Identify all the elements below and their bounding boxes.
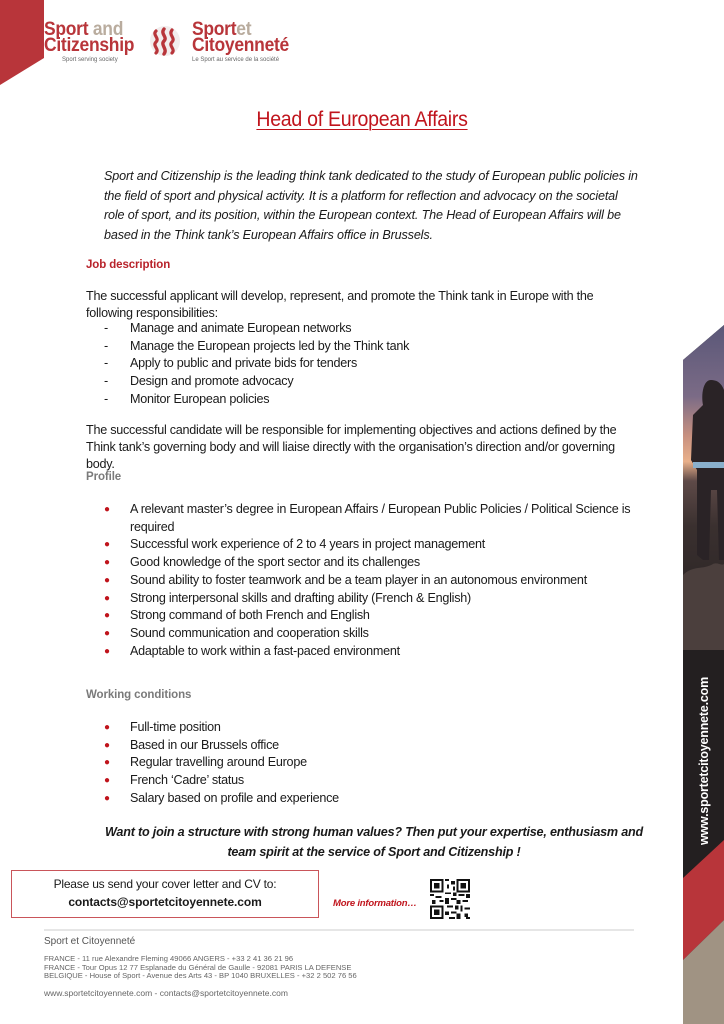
footer-divider [44,929,634,931]
working-conditions-heading: Working conditions [86,689,192,701]
footer-addresses [44,955,357,981]
logo-fr-word-et: et [236,19,252,40]
logo-en-word-and: and [92,19,124,40]
corner-decoration [0,0,44,85]
side-strip-url: www.sportetcitoyennete.com [697,677,711,845]
list-item: ● French ‘Cadre’ status [86,772,646,790]
footer-web-contacts[interactable]: www.sportetcitoyennete.com - contacts@sportetcitoyennete.com [44,988,288,998]
bullet-icon: ● [104,539,110,551]
footer-org-name: Sport et Citoyenneté [44,936,136,947]
bullet-icon: ● [104,504,110,515]
list-item: ● Regular travelling around Europe [86,754,646,772]
contact-box [11,870,319,918]
list-item: ● Full-time position [86,719,646,737]
logo-en-word-sport: Sport [44,19,89,40]
list-item: - Monitor European policies [86,391,646,409]
job-description-lead: The successful applicant will develop, represent, and promote the Think tank in Europe with the following responsibilities: [86,289,594,320]
logo-en-tagline: Sport serving society [62,57,118,63]
logo-fr-tagline: Le Sport au service de la société [192,57,280,63]
footer-address-line: FRANCE - Tour Opus 12 77 Esplanade du Général de Gaulle - 92081 PARIS LA DEFENSE [44,962,352,972]
dash-bullet-icon: - [104,321,108,335]
responsibilities-list [86,320,646,409]
list-item: ● A relevant master’s degree in European Affairs / European Public Policies / Political Science is required [104,502,631,534]
bullet-icon: ● [104,557,110,569]
bullet-icon: ● [104,592,110,604]
list-item: - Apply to public and private bids for tenders [86,355,646,373]
job-description-closing: The successful candidate will be responsible for implementing objectives and actions defined by the Think tank’s governing body and will liaise directly with the organisation’s direction and/or governing body. [86,423,617,471]
profile-list [86,501,646,660]
bullet-icon: ● [104,757,110,769]
list-item: ● Sound communication and cooperation skills [86,625,646,643]
dash-bullet-icon: - [104,374,108,389]
logo-fr-word-citoyennete: Citoyenneté [192,35,290,56]
list-item: ● Strong command of both French and English [86,607,646,625]
list-item: ● Sound ability to foster teamwork and be a team player in an autonomous environment [86,572,646,590]
bullet-icon: ● [104,645,110,657]
contact-email-link[interactable]: contacts@sportetcitoyennete.com [68,895,262,909]
qr-code-icon[interactable] [430,879,470,919]
bullet-icon: ● [104,739,110,751]
list-item: ● Good knowledge of the sport sector and its challenges [86,554,646,572]
list-item: ● Salary based on profile and experience [86,790,646,808]
list-item: - Manage and animate European networks [86,320,646,338]
logo-english [44,19,142,63]
bullet-icon: ● [104,722,110,733]
bullet-icon: ● [104,775,110,787]
list-item: ● Adaptable to work within a fast-paced environment [86,643,646,661]
list-item: ● Based in our Brussels office [86,737,646,755]
more-information-link[interactable]: More information… [333,898,417,909]
dash-bullet-icon: - [104,338,108,353]
logo-french [192,19,297,63]
bullet-icon: ● [104,610,110,622]
bullet-icon: ● [104,792,110,804]
footer-address-line: FRANCE - 11 rue Alexandre Fleming 49066 ANGERS - +33 2 41 36 21 96 [44,954,294,963]
contact-instruction: Please us send your cover letter and CV to: [53,877,277,891]
list-item: - Design and promote advocacy [86,373,646,391]
intro-paragraph: Sport and Citizenship is the leading think tank dedicated to the study of European public policies in the field of sport and physical activity. It is a platform for reflection and advocacy on the societal role of sport, and its position, within the European context. The Head of European Affairs will be based in the Think tank’s European Affairs office in Brussels. [104,169,638,242]
profile-heading: Profile [86,471,122,483]
dash-bullet-icon: - [104,391,108,406]
bullet-icon: ● [104,574,110,586]
sss-wave-emblem-icon [148,24,182,58]
footer-address-line: BELGIQUE - House of Sport - Avenue des Arts 43 - BP 1040 BRUXELLES - +32 2 502 76 56 [44,971,357,981]
call-to-action: Want to join a structure with strong human values? Then put your expertise, enthusiasm and team spirit at the service of Sport and Citizenship ! [104,825,644,859]
working-conditions-list [86,719,646,808]
logo-fr-word-sport: Sport [192,19,237,40]
logo-en-word-citizenship: Citizenship [44,35,135,56]
dash-bullet-icon: - [104,356,108,371]
page-title: Head of European Affairs [256,108,468,131]
bullet-icon: ● [104,627,110,639]
list-item: ● Successful work experience of 2 to 4 years in project management [86,536,646,554]
list-item: - Manage the European projects led by the Think tank [86,338,646,356]
list-item: ● Strong interpersonal skills and drafting ability (French & English) [86,590,646,608]
job-description-heading: Job description [86,259,171,271]
side-photo-strip [683,320,724,1024]
